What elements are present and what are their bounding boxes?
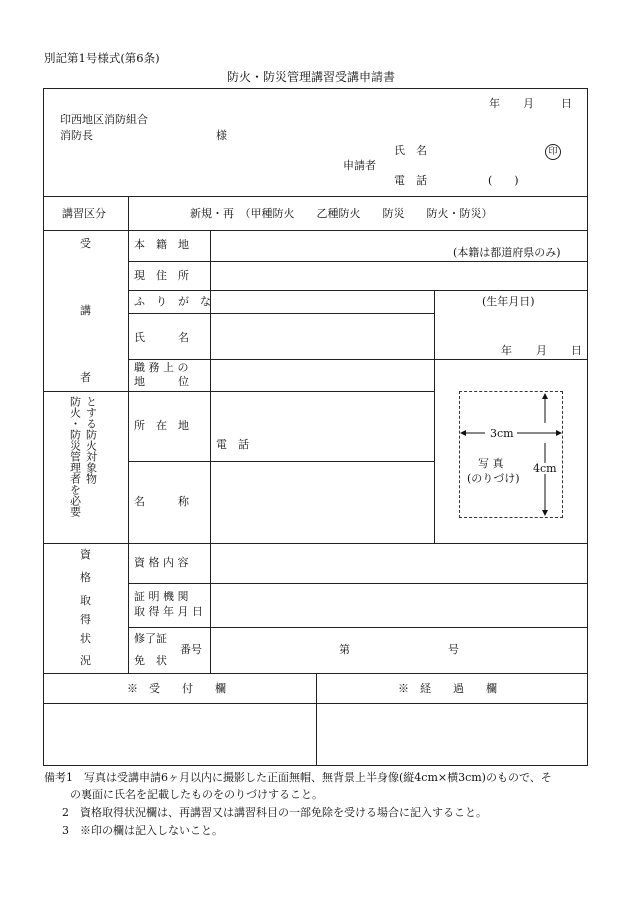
photo-width-label: 3cm [490, 427, 514, 440]
qual-number-go: 号 [448, 643, 459, 656]
target-name-label: 名 称 [134, 495, 189, 508]
target-name-field[interactable] [211, 462, 434, 543]
divider-course-top [43, 196, 588, 197]
birth-year: 年 [501, 344, 512, 357]
seal-mark: 印 [545, 144, 561, 160]
note-2: 2 資格取得状況欄は、再講習又は講習科目の一部免除を受ける場合に記入すること。 [62, 806, 487, 819]
honorific: 様 [216, 129, 227, 142]
qual-org-label-2: 取 得 年 月 日 [134, 605, 203, 618]
frame-left [43, 88, 44, 766]
name-label: 氏 名 [134, 331, 189, 344]
applicant-name-label: 氏 名 [394, 144, 427, 157]
qual-cert-label-1: 修了証 [134, 632, 167, 645]
location-field[interactable] [211, 392, 434, 461]
target-side-col1: とする防火対象物 [84, 396, 98, 484]
qual-number-field[interactable] [211, 628, 587, 673]
note-3: 3 ※印の欄は記入しないこと。 [62, 824, 223, 837]
reception-header: ※ 受 付 欄 [127, 682, 226, 695]
qual-cert-label-2: 免 状 [134, 654, 167, 667]
address-label: 現 住 所 [134, 269, 189, 282]
qual-number-dai: 第 [339, 643, 350, 656]
address-field[interactable] [211, 262, 587, 290]
photo-caption-2: (のりづけ) [467, 472, 520, 485]
furigana-field[interactable] [211, 291, 434, 313]
furigana-label: ふ り が な [134, 295, 211, 308]
applicant-side-1: 受 [80, 237, 91, 250]
position-field[interactable] [211, 360, 434, 391]
qual-side-2: 格 [80, 571, 91, 584]
qual-org-label-1: 証 明 機 関 [134, 590, 189, 603]
honseki-label: 本 籍 地 [134, 238, 189, 251]
progress-header: ※ 経 過 欄 [398, 682, 497, 695]
position-label-2: 地 位 [134, 375, 189, 388]
target-side-col2: 防火・防災管理者を必要 [68, 396, 82, 517]
applicant-phone-label: 電 話 [394, 174, 427, 187]
qual-org-field[interactable] [211, 584, 587, 627]
addressee-org: 印西地区消防組合 [60, 113, 148, 126]
position-label-1: 職 務 上 の [134, 361, 189, 374]
side-column-line [128, 230, 129, 673]
qual-content-label: 資 格 内 容 [134, 556, 189, 569]
birth-month: 月 [536, 344, 547, 357]
birth-label: (生年月日) [482, 295, 535, 308]
frame-top [43, 88, 588, 89]
location-phone-label: 電 話 [216, 438, 249, 451]
qual-side-4: 得 [80, 613, 91, 626]
applicant-phone-paren: ( ) [488, 174, 519, 187]
qual-side-5: 状 [80, 632, 91, 645]
qual-side-1: 資 [80, 548, 91, 561]
course-options[interactable]: 新規・再 （甲種防火 乙種防火 防災 防火・防災） [190, 207, 493, 220]
applicant-label: 申請者 [343, 159, 376, 172]
applicant-side-2: 講 [80, 304, 91, 317]
frame-bottom [43, 765, 588, 766]
applicant-side-3: 者 [80, 371, 91, 384]
frame-right [587, 88, 588, 766]
photo-height-label: 4cm [533, 462, 557, 475]
course-label: 講習区分 [62, 207, 106, 220]
qual-side-6: 況 [80, 654, 91, 667]
addressee-title: 消防長 [60, 129, 93, 142]
note-1-line-2: の裏面に氏名を記載したものをのりづけすること。 [70, 788, 323, 801]
page-title: 防火・防災管理講習受講申請書 [227, 70, 396, 84]
qual-cert-number-label: 番号 [180, 643, 202, 656]
date-month: 月 [523, 97, 534, 110]
note-1-line-1: 備考1 写真は受講申請6ヶ月以内に撮影した正面無帽、無背景上半身像(縦4cm×横3cm)のもので、そ [44, 771, 552, 784]
name-field[interactable] [211, 314, 434, 359]
course-divider [128, 196, 129, 230]
photo-caption-1: 写 真 [478, 457, 504, 470]
honseki-note: (本籍は都道府県のみ) [453, 246, 561, 259]
date-year: 年 [489, 97, 500, 110]
date-day: 日 [561, 97, 572, 110]
form-number: 別記第1号様式(第6条) [44, 51, 160, 65]
qual-content-field[interactable] [211, 544, 587, 583]
photo-column-line [434, 290, 435, 543]
reception-field [44, 704, 316, 765]
birth-day: 日 [571, 344, 582, 357]
qual-side-3: 取 [80, 594, 91, 607]
location-label: 所 在 地 [134, 419, 189, 432]
photo-dimension-arrows [455, 388, 567, 521]
progress-field [317, 704, 587, 765]
